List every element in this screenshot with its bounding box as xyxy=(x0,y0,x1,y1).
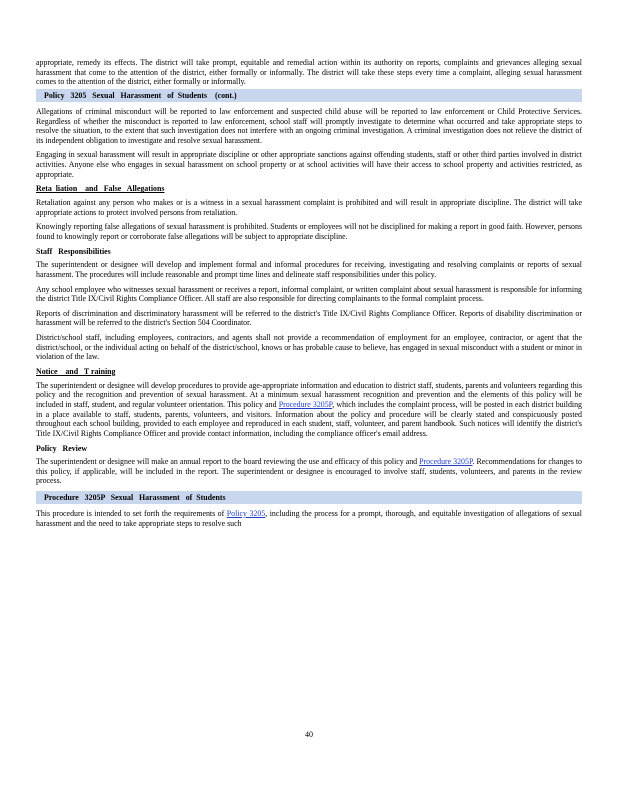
procedure-link[interactable]: Procedure 3205P xyxy=(419,457,473,467)
review-text-a: The superintendent or designee will make an annual report to the board reviewing the use and efficacy of this policy and xyxy=(36,457,420,467)
procedures-paragraph: The superintendent or designee will develop and implement formal and informal procedures for receiving, investigating and resolving complaints or reports of sexual harassment. The procedures will include reasonable and prompt time lines and delineate staff responsibilities under this policy. xyxy=(36,260,582,279)
intro-paragraph: appropriate, remedy its effects. The district will take prompt, equitable and remedial action within its authority on reports, complaints and grievances alleging sexual harassment that come to the attention of the district, either formally or informally. The district will take these steps every time a complaint, alleging sexual harassment comes to the attention of the district, either formally or informally. xyxy=(36,58,582,87)
retaliation-heading: Reta liation and False Allegations xyxy=(36,184,165,194)
notice-heading: Notice and T raining xyxy=(36,367,116,377)
policy-link[interactable]: Policy 3205 xyxy=(226,509,266,519)
procedure-link[interactable]: Procedure 3205P xyxy=(278,399,333,409)
procedure-intro-paragraph xyxy=(36,509,582,528)
referral-paragraph: Reports of discrimination and discriminatory harassment will be referred to the district's Title IX/Civil Rights Compliance Officer. Reports of disability discrimination or harassment will be referred to the district's Section 504 Coordinator. xyxy=(36,308,582,328)
employee-responsibility-paragraph: Any school employee who witnesses sexual harassment or receives a report, informal complaint, or written complaint about sexual harassment is responsible for informing the district Title IX/Civil Rights Compliance Officer. All staff are also responsible for directing complainants to the formal complaint process. xyxy=(36,284,582,304)
law-enforcement-paragraph: Allegations of criminal misconduct will be reported to law enforcement and suspected child abuse will be reported to law enforcement or Child Protective Services. Regardless of whether the misconduct is reported to law enforcement, school staff will promptly investigate to determine what occurred and take appropriate steps to resolve the situation, to the extent that such investigation does not interfere with an ongoing criminal investigation. A criminal investigation does not relieve the district of its independent obligation to investigate and resolve sexual harassment. xyxy=(36,106,582,145)
section-header-bar: Policy 3205 Sexual Harassment of Students (cont.) xyxy=(36,89,582,102)
notice-text-b: , which includes the complaint process, will be posted in each district building in a place available to staff, students, parents, volunteers, and visitors. Information about the policy and procedure will be clearly stated and conspicuously posted throughout each school building, provided to each employee and reproduced in each student, staff, volunteer, and parent handbook. Such notices will identify the district's Title IX/Civil Rights Compliance Officer and provide contact information, including the compliance officer's email address. xyxy=(36,399,582,438)
discipline-paragraph: Engaging in sexual harassment will result in appropriate discipline or other appropriate sanctions against offending students, staff or other third parties involved in district activities. Anyone else who engages in sexual harassment on school property or at school activities will have their access to school property and activities restricted, as appropriate. xyxy=(36,150,582,179)
notice-text-a: The superintendent or designee will develop procedures to provide age-appropriate information and education to district staff, students, parents and volunteers regarding this policy and the recognition and prevention of sexual harassment. At a minimum sexual harassment recognition and prevention and the elements of this policy will be included in staff, student, and regular volunteer orientation. This policy and xyxy=(36,380,582,409)
procedure-header-bar: Procedure 3205P Sexual Harassment of Students xyxy=(36,491,582,504)
document-page xyxy=(36,58,582,533)
recommendation-paragraph: District/school staff, including employees, contractors, and agents shall not provide a recommendation of employment for an employee, contractor, or agent that the district/school, or the individual acting on behalf of the district/school, knows or has probable cause to believe, has engaged in sexual misconduct with a student or minor in violation of the law. xyxy=(36,333,582,362)
procedure-text-a: This procedure is intended to set forth the requirements of xyxy=(36,509,227,519)
retaliation-paragraph: Retaliation against any person who makes or is a witness in a sexual harassment complaint is prohibited and will result in appropriate discipline. The district will take appropriate actions to protect involved persons from retaliation. xyxy=(36,198,582,217)
review-heading: Policy Review xyxy=(36,443,88,453)
procedure-text-b: , including the process for a prompt, thorough, and equitable investigation of allegations of sexual harassment and the need to take appropriate steps to resolve such xyxy=(36,509,582,528)
review-text-b: . Recommendations for changes to this policy, if applicable, will be included in the report. The superintendent or designee is encouraged to involve staff, students, volunteers, and parents in the review process. xyxy=(36,457,582,486)
review-paragraph xyxy=(36,457,582,486)
staff-heading: Staff Responsibilities xyxy=(36,246,111,256)
false-allegations-paragraph: Knowingly reporting false allegations of sexual harassment is prohibited. Students or employees will not be disciplined for making a report in good faith. However, persons found to knowingly report or corroborate false allegations will be subject to appropriate discipline. xyxy=(36,222,582,241)
page-number: 40 xyxy=(305,730,313,739)
notice-paragraph xyxy=(36,381,582,439)
